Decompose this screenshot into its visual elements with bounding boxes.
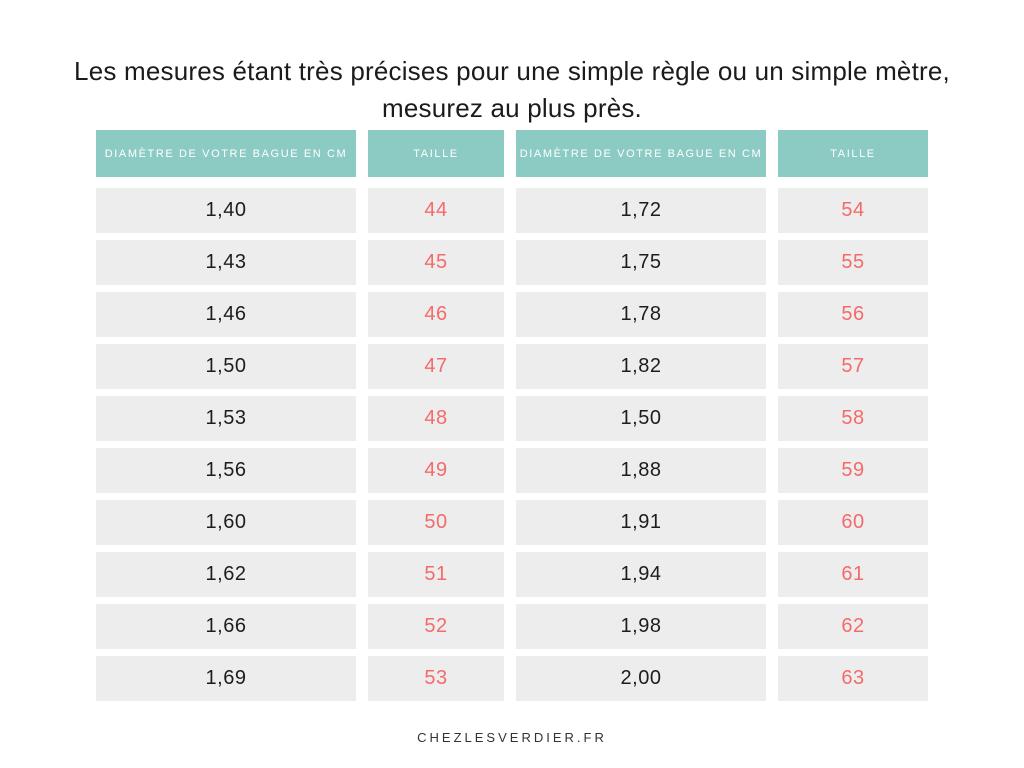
- cell-diameter: 1,69: [96, 656, 356, 701]
- cell-diameter: 1,91: [516, 500, 766, 545]
- cell-taille: 46: [368, 292, 504, 337]
- cell-diameter: 1,40: [96, 188, 356, 233]
- header-taille-right: TAILLE: [778, 130, 928, 177]
- cell-diameter: 1,50: [96, 344, 356, 389]
- cell-diameter: 2,00: [516, 656, 766, 701]
- cell-taille: 55: [778, 240, 928, 285]
- cell-diameter: 1,56: [96, 448, 356, 493]
- cell-diameter: 1,66: [96, 604, 356, 649]
- header-diameter-left: DIAMÈTRE DE VOTRE BAGUE EN CM: [96, 130, 356, 177]
- cell-taille: 60: [778, 500, 928, 545]
- site-footer-text: CHEZLESVERDIER.FR: [417, 730, 607, 745]
- cell-taille: 58: [778, 396, 928, 441]
- cell-taille: 54: [778, 188, 928, 233]
- page-title: [0, 0, 1024, 127]
- table-header-row: [96, 130, 928, 177]
- cell-taille: 44: [368, 188, 504, 233]
- cell-diameter: 1,43: [96, 240, 356, 285]
- ring-size-table: [96, 130, 928, 701]
- cell-diameter: 1,78: [516, 292, 766, 337]
- cell-taille: 50: [368, 500, 504, 545]
- cell-taille: 63: [778, 656, 928, 701]
- cell-diameter: 1,82: [516, 344, 766, 389]
- cell-diameter: 1,50: [516, 396, 766, 441]
- cell-diameter: 1,98: [516, 604, 766, 649]
- table-body: [96, 188, 928, 701]
- cell-diameter: 1,62: [96, 552, 356, 597]
- cell-taille: 49: [368, 448, 504, 493]
- cell-diameter: 1,53: [96, 396, 356, 441]
- header-taille-left: TAILLE: [368, 130, 504, 177]
- cell-taille: 48: [368, 396, 504, 441]
- cell-diameter: 1,94: [516, 552, 766, 597]
- cell-taille: 45: [368, 240, 504, 285]
- cell-diameter: 1,72: [516, 188, 766, 233]
- page-title-line-1: Les mesures étant très précises pour une simple règle ou un simple mètre,: [74, 56, 950, 86]
- cell-taille: 62: [778, 604, 928, 649]
- header-diameter-right: DIAMÈTRE DE VOTRE BAGUE EN CM: [516, 130, 766, 177]
- cell-taille: 61: [778, 552, 928, 597]
- page-title-line-2: mesurez au plus près.: [382, 93, 642, 123]
- cell-taille: 56: [778, 292, 928, 337]
- cell-taille: 52: [368, 604, 504, 649]
- cell-diameter: 1,75: [516, 240, 766, 285]
- cell-diameter: 1,46: [96, 292, 356, 337]
- cell-taille: 47: [368, 344, 504, 389]
- cell-diameter: 1,60: [96, 500, 356, 545]
- cell-taille: 59: [778, 448, 928, 493]
- cell-taille: 51: [368, 552, 504, 597]
- cell-taille: 57: [778, 344, 928, 389]
- cell-diameter: 1,88: [516, 448, 766, 493]
- cell-taille: 53: [368, 656, 504, 701]
